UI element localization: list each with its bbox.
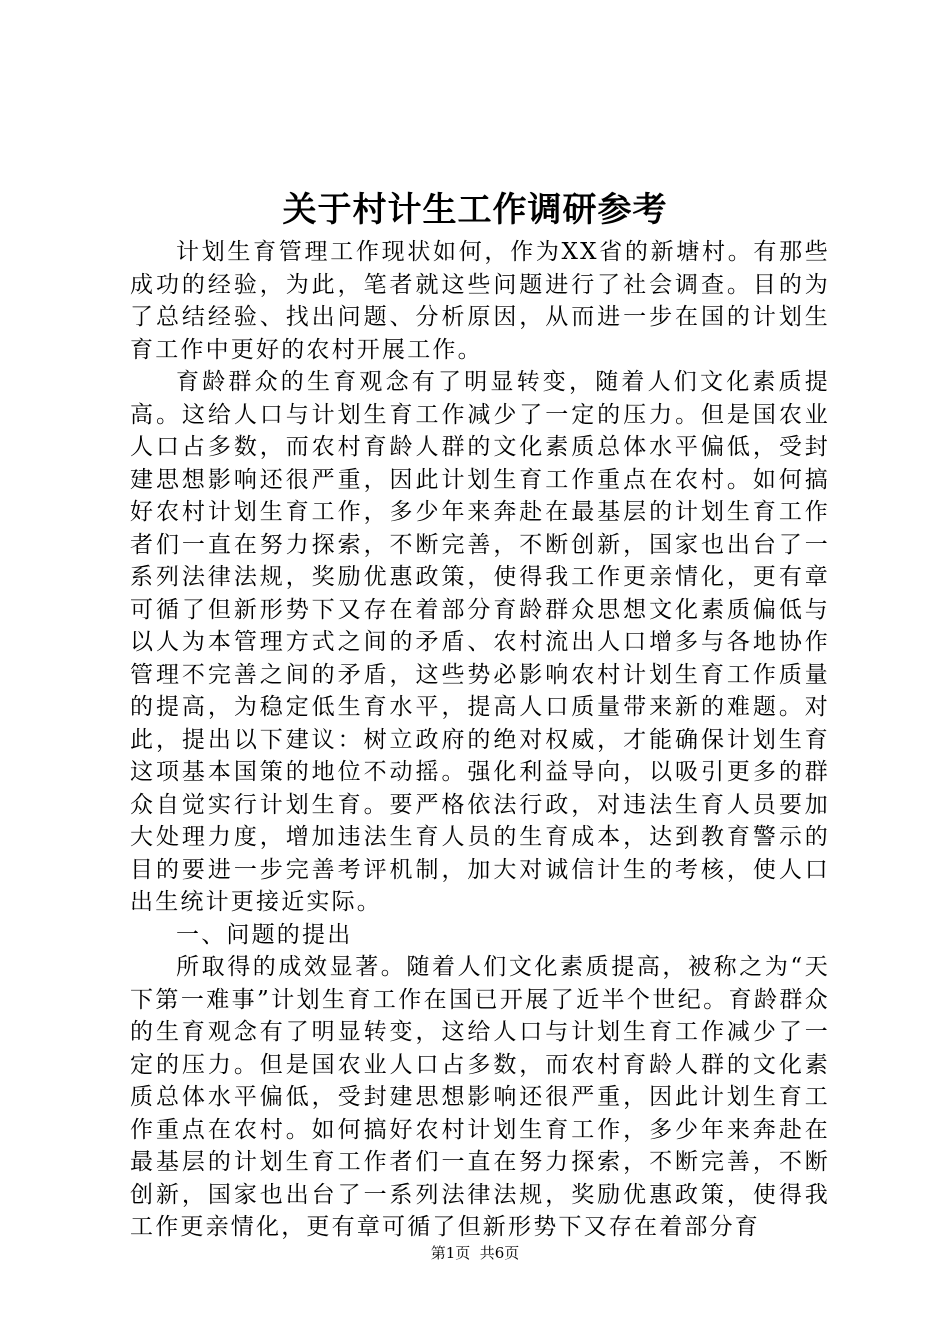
page-number-footer: 第1页 共6页 — [430, 1244, 520, 1262]
paragraph-intro: 计划生育管理工作现状如何，作为XX省的新塘村。有那些成功的经验，为此，笔者就这些问题进行了社会调查。目的为了总结经验、找出问题、分析原因，从而进一步在国的计划生育工作中更好的农村开展工作。 — [130, 239, 830, 363]
document-title: 关于村计生工作调研参考 — [282, 190, 668, 230]
paragraph-background: 育龄群众的生育观念有了明显转变，随着人们文化素质提高。这给人口与计划生育工作减少了一定的压力。但是国农业人口占多数，而农村育龄人群的文化素质总体水平偏低，受封建思想影响还很严重，因此计划生育工作重点在农村。如何搞好农村计划生育工作，多少年来奔赴在最基层的计划生育工作者们一直在努力探索，不断完善，不断创新，国家也出台了一系列法律法规，奖励优惠政策，使得我工作更亲情化，更有章可循了但新形势下又存在着部分育龄群众思想文化素质偏低与以人为本管理方式之间的矛盾、农村流出人口增多与各地协作管理不完善之间的矛盾，这些势必影响农村计划生育工作质量的提高，为稳定低生育水平，提高人口质量带来新的难题。对此，提出以下建议：树立政府的绝对权威，才能确保计划生育这项基本国策的地位不动摇。强化利益导向，以吸引更多的群众自觉实行计划生育。要严格依法行政，对违法生育人员要加大处理力度，增加违法生育人员的生育成本，达到教育警示的目的要进一步完善考评机制，加大对诚信计生的考核，使人口出生统计更接近实际。 — [130, 369, 830, 915]
section-heading-problem: 一、问题的提出 — [176, 921, 353, 948]
paragraph-problem: 所取得的成效显著。随着人们文化素质提高，被称之为“天下第一难事”计划生育工作在国已开展了近半个世纪。育龄群众的生育观念有了明显转变，这给人口与计划生育工作减少了一定的压力。但是国农业人口占多数，而农村育龄人群的文化素质总体水平偏低，受封建思想影响还很严重，因此计划生育工作重点在农村。如何搞好农村计划生育工作，多少年来奔赴在最基层的计划生育工作者们一直在努力探索，不断完善，不断创新，国家也出台了一系列法律法规，奖励优惠政策，使得我工作更亲情化，更有章可循了但新形势下又存在着部分育 — [130, 954, 830, 1240]
document-body — [130, 236, 830, 1244]
